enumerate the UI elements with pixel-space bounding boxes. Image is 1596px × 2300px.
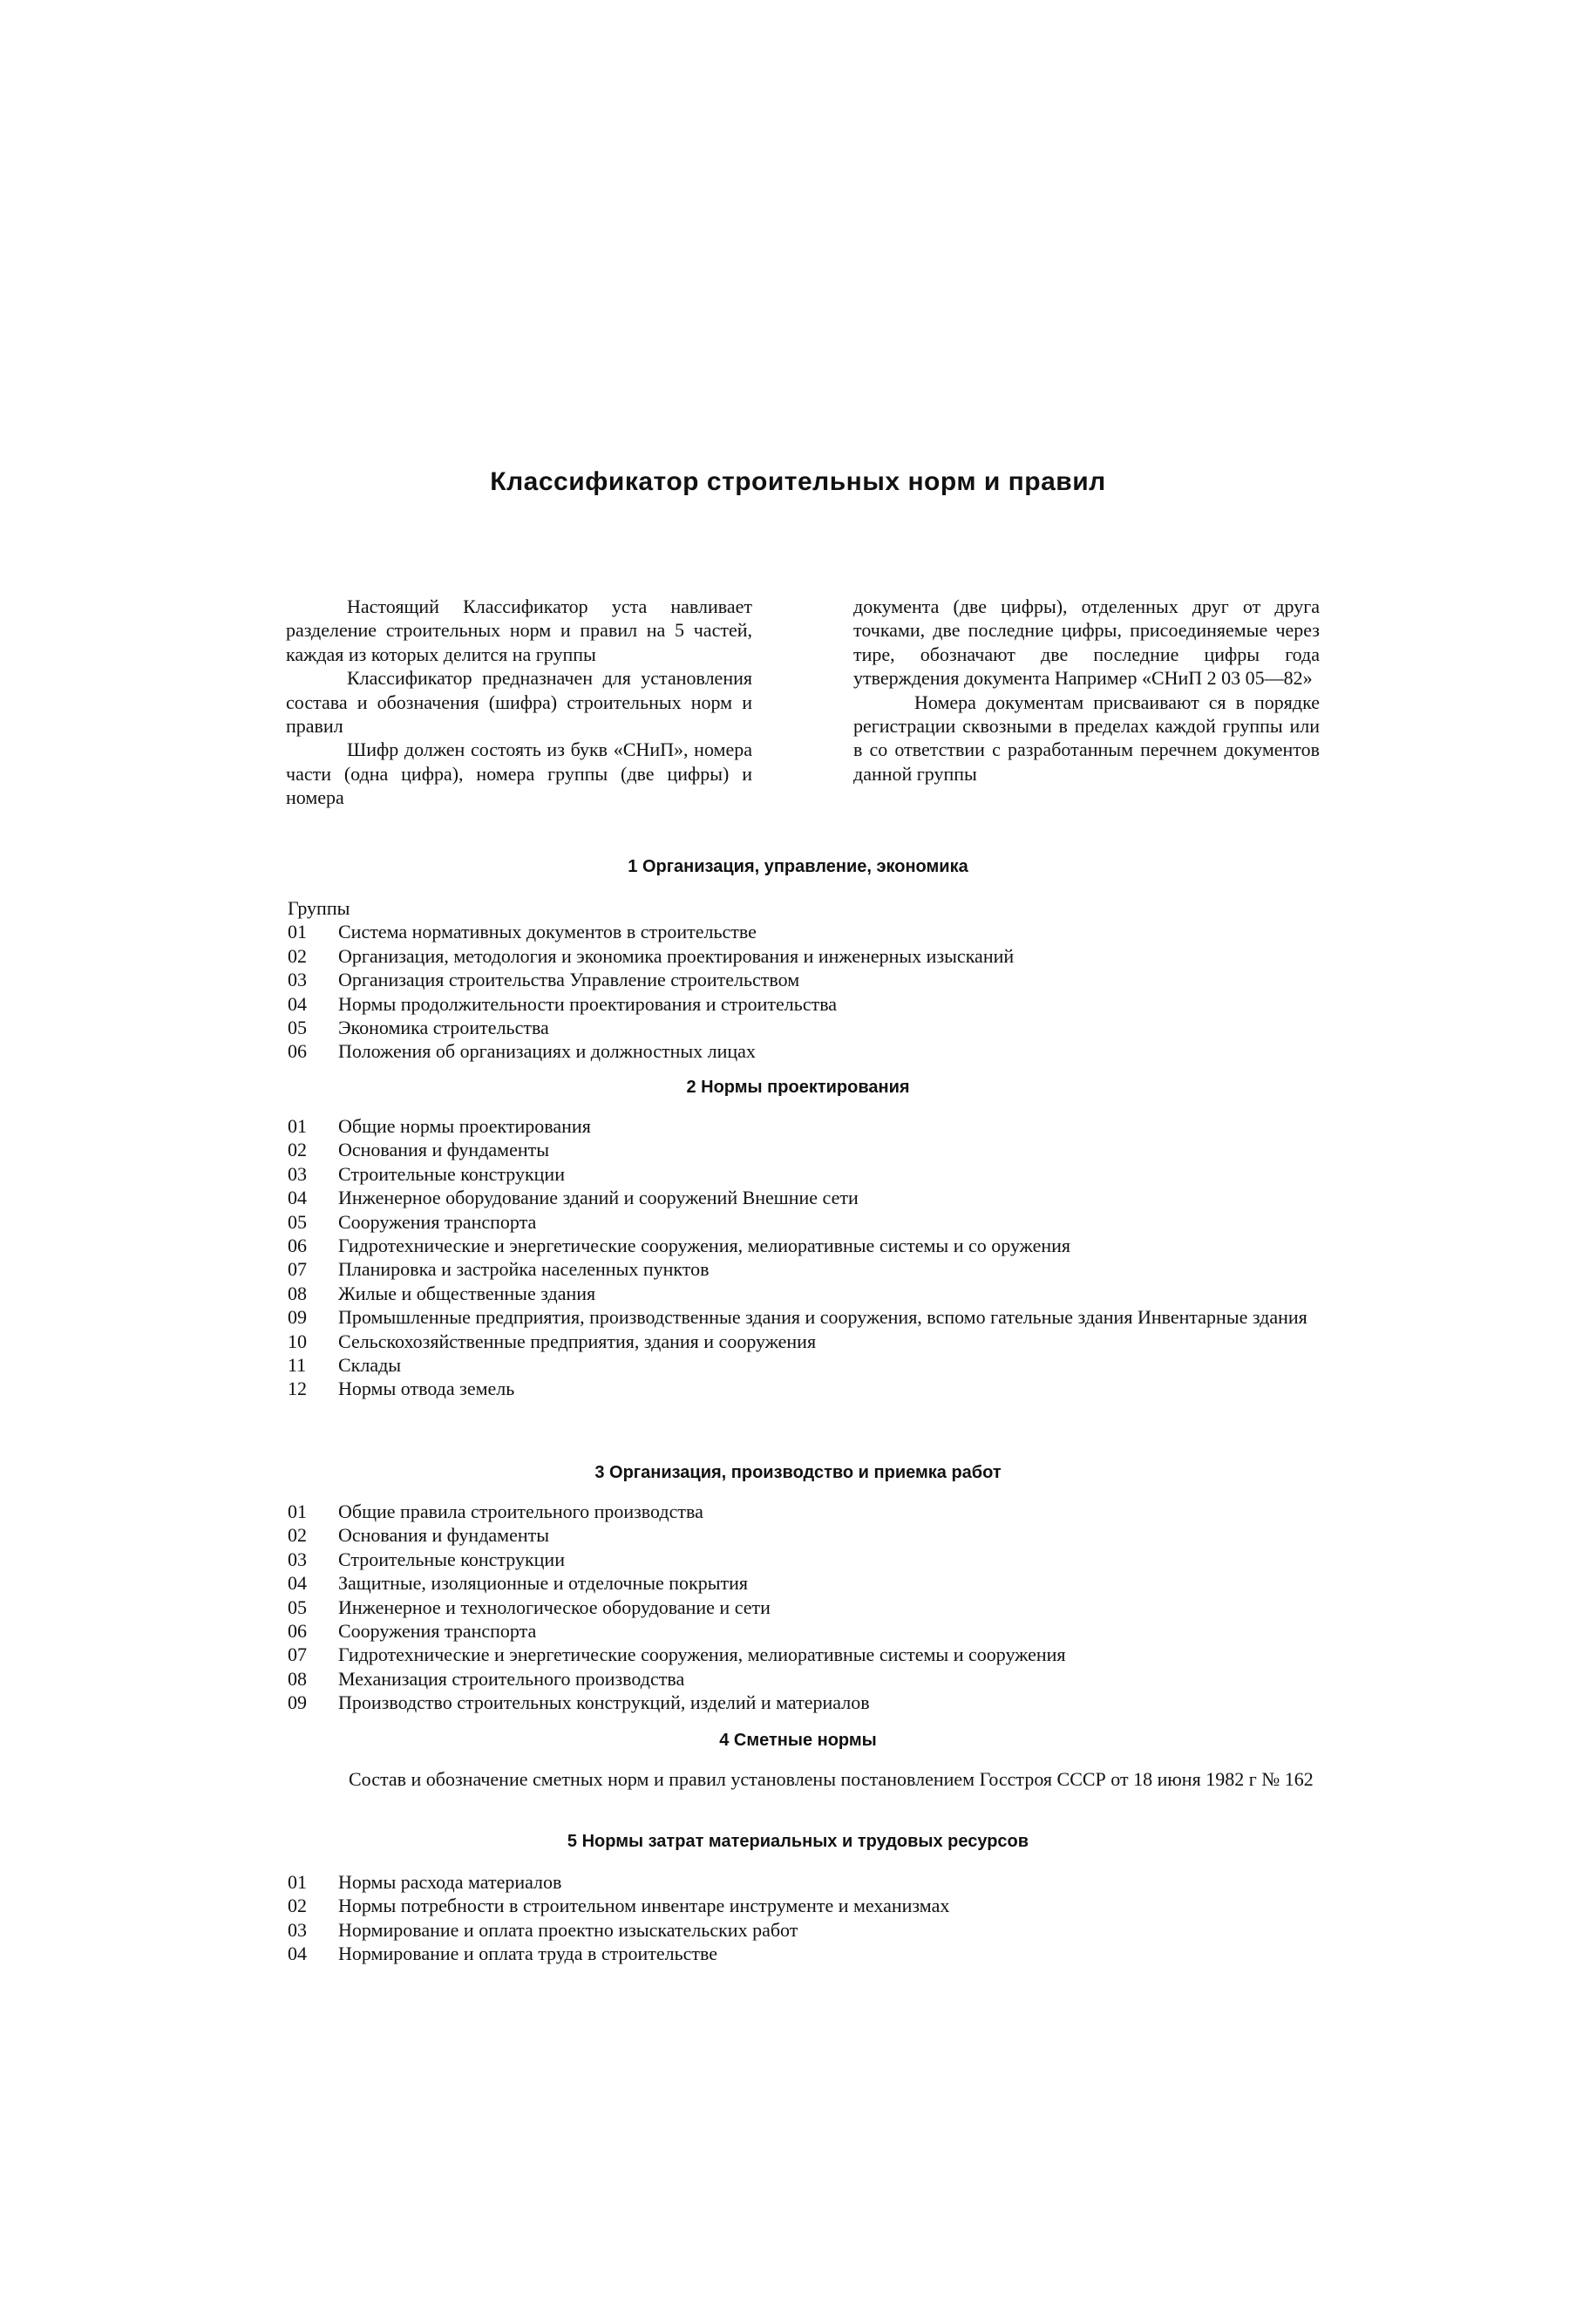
group-title: Нормирование и оплата труда в строительстве (338, 1943, 718, 1965)
group-code: 01 (288, 1115, 307, 1137)
group-title: Промышленные предприятия, производственные здания и сооружения, вспомо гательные здания Инвентарные здания (338, 1306, 1307, 1329)
group-code: 11 (288, 1354, 307, 1377)
group-title: Организация, методология и экономика проектирования и инженерных изысканий (338, 944, 1015, 967)
group-title: Инженерное и технологическое оборудование и сети (338, 1596, 771, 1618)
group-code: 01 (288, 1500, 307, 1522)
list-item (288, 1186, 1321, 1209)
group-title: Сельскохозяйственные предприятия, здания и сооружения (338, 1330, 817, 1352)
section-5-heading: 5 Нормы затрат материальных и трудовых ресурсов (567, 1832, 1029, 1851)
group-code: 10 (288, 1330, 307, 1352)
group-title: Механизация строительного производства (338, 1667, 685, 1690)
group-title: Основания и фундаменты (338, 1139, 550, 1161)
list-item (288, 1305, 1321, 1329)
group-title: Сооружения транспорта (338, 1210, 537, 1233)
group-title: Сооружения транспорта (338, 1620, 537, 1643)
group-code: 06 (288, 1235, 307, 1257)
group-code: 06 (288, 1040, 307, 1063)
section-2-list (288, 1114, 1321, 1401)
group-code: 09 (288, 1691, 307, 1714)
group-code: 02 (288, 1139, 307, 1161)
section-1-heading: 1 Организация, управление, экономика (628, 857, 968, 876)
list-item (288, 1619, 1321, 1643)
group-title: Гидротехнические и энергетические сооружения, мелиоративные системы и сооружения (338, 1643, 1066, 1666)
list-item (288, 944, 1321, 968)
group-code: 04 (288, 1187, 307, 1209)
intro-paragraph: Настоящий Классификатор уста навливает разделение строительных норм и правил на 5 частей, каждая из которых делится на группы (286, 595, 752, 665)
section-3-list (288, 1500, 1321, 1715)
document-title: Классификатор строительных норм и правил (490, 467, 1106, 496)
group-code: 03 (288, 1548, 307, 1570)
list-item (288, 1114, 1321, 1138)
intro-left-column (286, 595, 752, 810)
group-title: Организация строительства Управление строительством (338, 969, 800, 991)
list-item (288, 1016, 1321, 1039)
list-item (288, 1353, 1321, 1377)
group-code: 07 (288, 1643, 307, 1666)
group-title: Гидротехнические и энергетические сооружения, мелиоративные системы и со оружения (338, 1235, 1071, 1257)
intro-text (286, 595, 1320, 839)
list-item (288, 920, 1321, 943)
list-item (288, 1039, 1321, 1063)
group-code: 01 (288, 1871, 307, 1893)
list-item (288, 1282, 1321, 1305)
intro-paragraph: Шифр должен состоять из букв «СНиП», номера части (одна цифра), номера группы (две цифры) и номера (286, 738, 752, 809)
list-item (288, 1596, 1321, 1619)
group-code: 05 (288, 1596, 307, 1618)
intro-paragraph: документа (две цифры), отделенных друг от друга точками, две последние цифры, присоединяемые через тире, обозначают две последние цифры года утверждения документа Например «СНиП 2 03 05—82» (853, 595, 1320, 690)
intro-right-column (853, 595, 1320, 786)
group-code: 03 (288, 1162, 307, 1185)
group-code: 02 (288, 944, 307, 967)
group-title: Строительные конструкции (338, 1548, 565, 1570)
group-title: Положения об организациях и должностных лицах (338, 1040, 756, 1063)
list-item (288, 1234, 1321, 1257)
group-code: 05 (288, 1210, 307, 1233)
group-title: Производство строительных конструкций, изделий и материалов (338, 1691, 870, 1714)
group-code: 02 (288, 1895, 307, 1917)
group-code: 01 (288, 921, 307, 943)
list-item (288, 1643, 1321, 1666)
section-3-heading: 3 Организация, производство и приемка работ (594, 1463, 1002, 1482)
group-code: 04 (288, 992, 307, 1015)
list-item (288, 1548, 1321, 1571)
group-code: 08 (288, 1667, 307, 1690)
group-title: Жилые и общественные здания (338, 1282, 596, 1304)
list-item (288, 1691, 1321, 1714)
list-item (288, 1894, 1321, 1917)
group-title: Склады (338, 1354, 402, 1377)
list-item (288, 1571, 1321, 1595)
list-item (288, 1942, 1321, 1965)
groups-label: Группы (288, 897, 350, 919)
section-1-list (288, 896, 1321, 1064)
section-5-list (288, 1870, 1321, 1966)
group-title: Система нормативных документов в строительстве (338, 921, 757, 943)
list-item (288, 1870, 1321, 1894)
group-code: 03 (288, 969, 307, 991)
list-item (288, 1138, 1321, 1161)
group-title: Нормы расхода материалов (338, 1871, 562, 1893)
group-title: Нормы потребности в строительном инвентаре инструменте и механизмах (338, 1895, 950, 1917)
group-title: Инженерное оборудование зданий и сооружений Внешние сети (338, 1187, 859, 1209)
section-2-heading: 2 Нормы проектирования (686, 1078, 910, 1097)
list-item (288, 1330, 1321, 1353)
group-code: 09 (288, 1306, 307, 1329)
group-title: Планировка и застройка населенных пунктов (338, 1258, 710, 1281)
group-code: 12 (288, 1378, 307, 1400)
group-title: Общие нормы проектирования (338, 1115, 591, 1137)
group-code: 04 (288, 1572, 307, 1595)
list-item (288, 1162, 1321, 1186)
section-4-heading: 4 Сметные нормы (719, 1731, 877, 1750)
list-item (288, 1377, 1321, 1400)
list-item (288, 1210, 1321, 1234)
list-item (288, 1918, 1321, 1942)
group-code: 05 (288, 1017, 307, 1039)
list-item (288, 1257, 1321, 1281)
group-title: Защитные, изоляционные и отделочные покрытия (338, 1572, 749, 1595)
group-title: Экономика строительства (338, 1017, 549, 1039)
list-item (288, 992, 1321, 1016)
group-code: 04 (288, 1943, 307, 1965)
list-item (288, 1500, 1321, 1523)
group-title: Нормирование и оплата проектно изыскательских работ (338, 1918, 798, 1941)
paragraph-text: Состав и обозначение сметных норм и правил установлены постановлением Госстроя СССР от 18 июня 1982 г № 162 (349, 1768, 1314, 1790)
group-code: 03 (288, 1918, 307, 1941)
intro-paragraph: Классификатор предназначен для установления состава и обозначения (шифра) строительных норм и правил (286, 667, 752, 738)
group-title: Нормы отвода земель (338, 1378, 515, 1400)
list-item (288, 968, 1321, 991)
group-code: 06 (288, 1620, 307, 1643)
group-code: 02 (288, 1524, 307, 1547)
list-item (288, 1523, 1321, 1547)
group-title: Строительные конструкции (338, 1162, 565, 1185)
intro-paragraph: Номера документам присваивают ся в порядке регистрации сквозными в пределах каждой группы или в со ответствии с разработанным перечнем документов данной группы (853, 691, 1320, 785)
group-title: Общие правила строительного производства (338, 1500, 703, 1522)
group-code: 08 (288, 1282, 307, 1304)
group-title: Основания и фундаменты (338, 1524, 550, 1547)
section-4-paragraph (288, 1767, 1321, 1791)
group-title: Нормы продолжительности проектирования и строительства (338, 992, 838, 1015)
list-item (288, 1667, 1321, 1691)
group-code: 07 (288, 1258, 307, 1281)
